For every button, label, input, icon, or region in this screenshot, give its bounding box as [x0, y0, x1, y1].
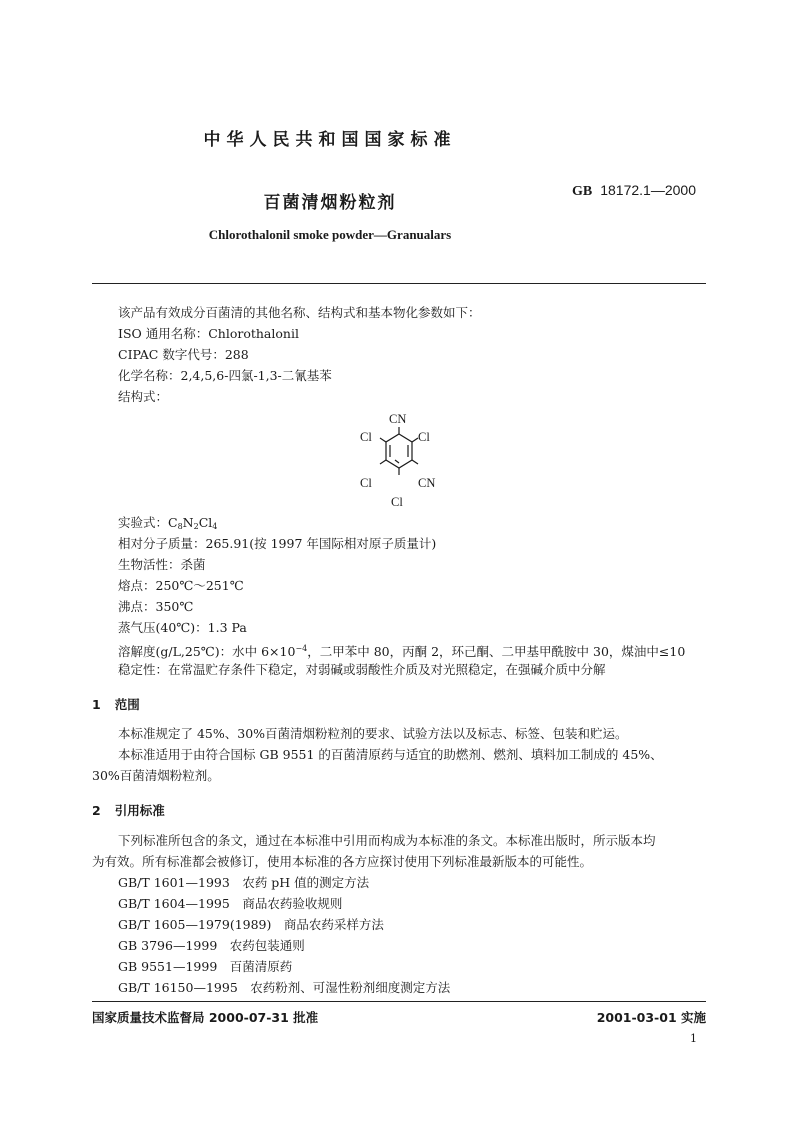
implementation-date: 2001-03-01 实施: [596, 1010, 706, 1025]
section-1-paragraph-cont: 30%百菌清烟粉粒剂。: [92, 768, 220, 783]
intro-line: 该产品有效成分百菌清的其他名称、结构式和基本物化参数如下：: [118, 305, 481, 320]
section-1-paragraph: 本标准适用于由符合国标 GB 9551 的百菌清原药与适宜的助燃剂、燃剂、填料加工制成的 45%、: [118, 747, 663, 762]
benzene-ring: [380, 427, 418, 475]
vapor-pressure: 蒸气压(40℃)：1.3 Pa: [118, 620, 247, 635]
cl-bottom-left-label: Cl: [360, 476, 372, 490]
reference-standard: GB/T 1604—1995 商品农药验收规则: [118, 896, 343, 911]
molecular-mass: 相对分子质量：265.91(按 1997 年国际相对原子质量计): [118, 536, 437, 551]
section-1-paragraph: 本标准规定了 45%、30%百菌清烟粉粒剂的要求、试验方法以及标志、标签、包装和贮运。: [118, 726, 628, 741]
chemical-name: 化学名称：2,4,5,6-四氯-1,3-二氰基苯: [118, 368, 332, 383]
section-title: 引用标准: [114, 803, 165, 818]
footer-divider: [92, 1001, 706, 1002]
structure-label: 结构式：: [118, 389, 169, 404]
standard-code: [572, 182, 696, 200]
cn-top-label: CN: [389, 412, 407, 426]
section-2-paragraph: 下列标准所包含的条文，通过在本标准中引用而构成为本标准的条文。本标准出版时，所示版本均: [118, 833, 656, 848]
cl-top-left-label: Cl: [360, 430, 372, 444]
standard-title-en: Chlorothalonil smoke powder—Granualars: [208, 227, 452, 242]
iso-name: ISO 通用名称：Chlorothalonil: [118, 326, 299, 341]
national-standard-heading: 中华人民共和国国家标准: [203, 130, 457, 150]
structural-formula: [340, 408, 460, 512]
section-2-heading: [92, 801, 165, 819]
section-number: 1: [92, 697, 101, 712]
standard-code-prefix: GB: [572, 184, 593, 199]
section-2-paragraph-cont: 为有效。所有标准都会被修订，使用本标准的各方应探讨使用下列标准最新版本的可能性。: [92, 854, 593, 869]
empirical-formula: 实验式：$C_8N_2Cl_4$: [118, 515, 218, 531]
reference-standard: GB/T 1605—1979(1989) 商品农药采样方法: [118, 917, 384, 932]
reference-standard: GB 3796—1999 农药包装通则: [118, 938, 305, 953]
standard-title-cn: 百菌清烟粉粒剂: [263, 193, 397, 213]
cipac-code: CIPAC 数字代号：288: [118, 347, 249, 362]
approval-date: 国家质量技术监督局 2000-07-31 批准: [92, 1010, 319, 1025]
section-1-heading: [92, 695, 140, 713]
standard-code-number: 18172.1—2000: [600, 182, 696, 198]
page-number: 1: [690, 1032, 697, 1045]
header-divider: [92, 283, 706, 284]
reference-standard: GB/T 16150—1995 农药粉剂、可湿性粉剂细度测定方法: [118, 980, 451, 995]
reference-standard: GB 9551—1999 百菌清原药: [118, 959, 293, 974]
stability: 稳定性：在常温贮存条件下稳定，对弱碱或弱酸性介质及对光照稳定，在强碱介质中分解: [118, 662, 606, 677]
section-title: 范围: [114, 697, 140, 712]
section-number: 2: [92, 803, 101, 818]
cl-bottom-label: Cl: [391, 495, 403, 509]
reference-standard: GB/T 1601—1993 农药 pH 值的测定方法: [118, 875, 370, 890]
cn-bottom-right-label: CN: [418, 476, 436, 490]
bioactivity: 生物活性：杀菌: [118, 557, 206, 572]
solubility: 溶解度(g/L,25℃)：水中 $6\times 10^{-4}$，二甲苯中 80，丙酮 2，环己酮、二甲基甲酰胺中 30，煤油中≤10: [118, 644, 686, 659]
cl-top-right-label: Cl: [418, 430, 430, 444]
melting-point: 熔点：250℃～251℃: [118, 578, 244, 593]
boiling-point: 沸点：350℃: [118, 599, 194, 614]
